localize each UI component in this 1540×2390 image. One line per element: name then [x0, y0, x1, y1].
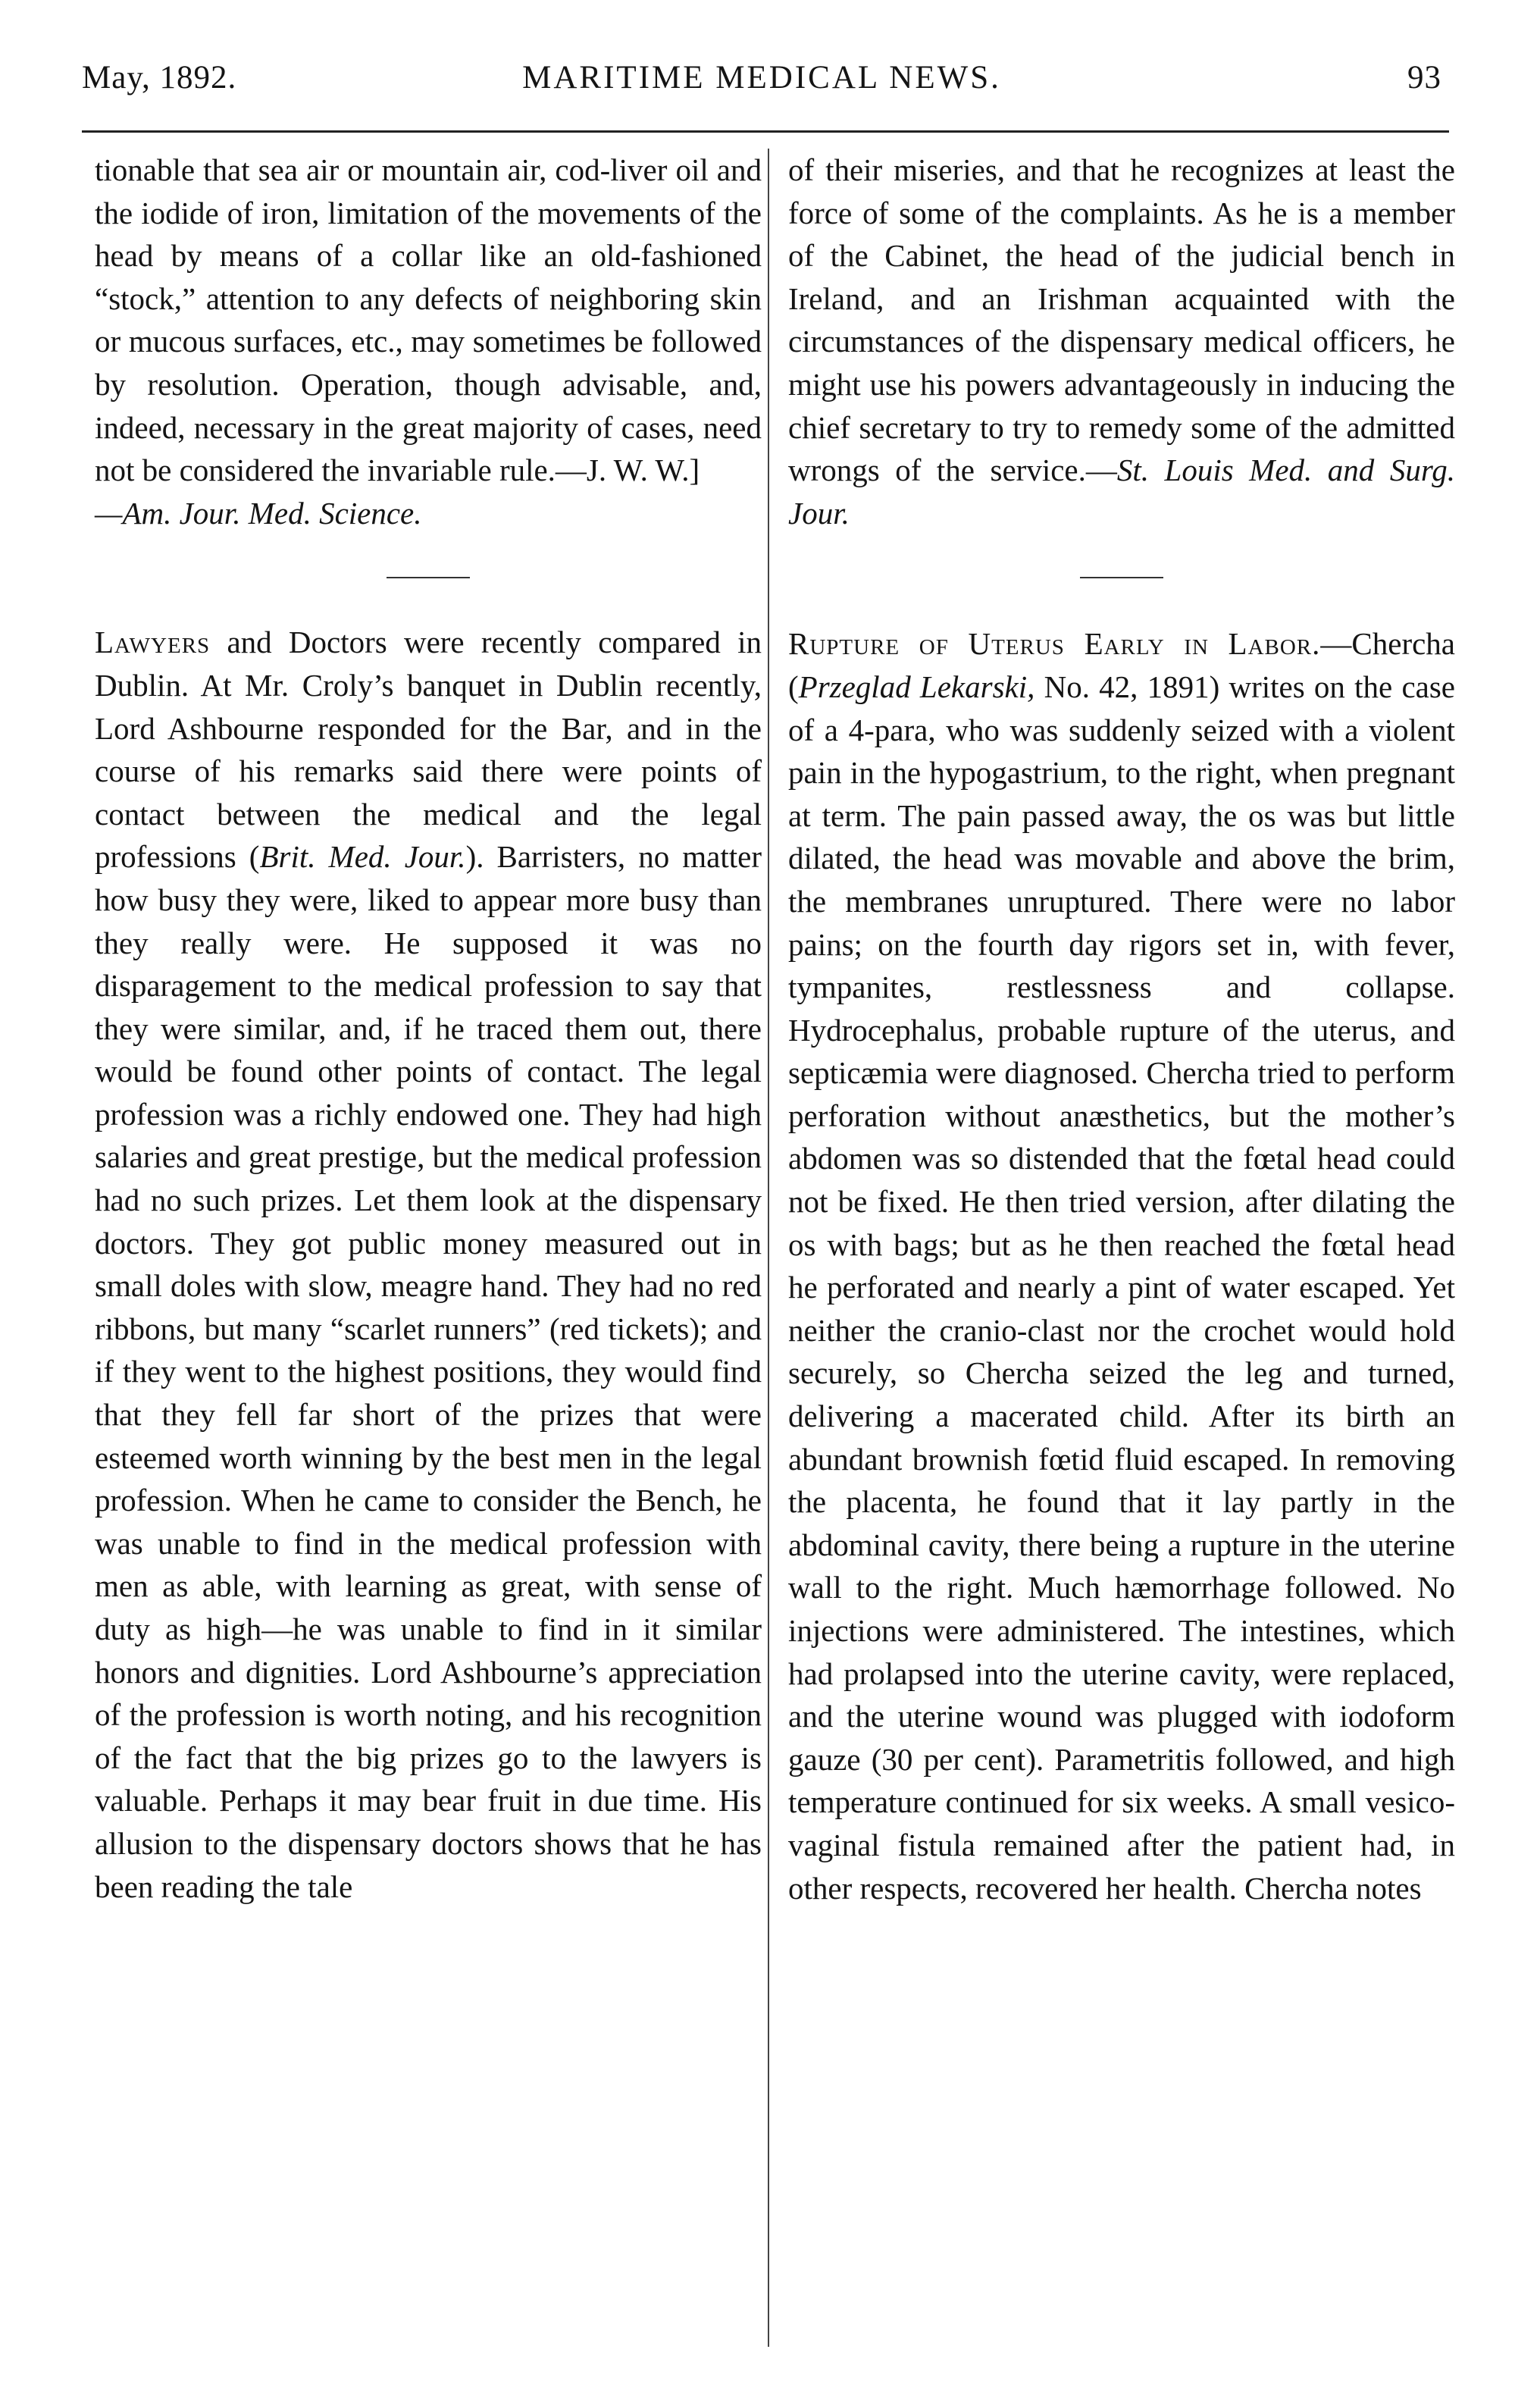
column-divider — [768, 149, 769, 2347]
citation-przeglad-lekarski: Przeglad Lekarski, — [798, 669, 1035, 704]
source-citation-st-louis: St. Louis Med. and Surg. Jour. — [788, 453, 1455, 531]
right-paragraph-continued-text: of their miseries, and that he recognizes at least the force of some of the complaints. As he is a member of the Cabinet, the head of the judicial bench in Ireland, and an Irishman acquainted with the circumstances of the dispensary medical officers, he might use his powers advantageously in inducing the chief secretary to try to remedy some of the admitted wrongs of the service.— — [788, 152, 1455, 488]
article-text-part-b: ). Barristers, no matter how busy they were, liked to appear more busy than they really were. He supposed it was no disparagement to the medical profession to say that they were similar, and, if he traced them out, there would be found other points of contact. The legal profession was a richly endowed one. They had high salaries and great prestige, but the medical profession had no such prizes. Let them look at the dispensary doctors. They got public money measured out in small doles with slow, meagre hand. They had no red ribbons, but many “scarlet runners” (red tickets); and if they went to the highest positions, they would find that they fell far short of the prizes that were esteemed worth winning by the best men in the legal profession. When he came to consider the Bench, he was unable to find in the medical profession with men as able, with learning as great, with sense of duty as high—he was unable to find in it similar honors and dignities. Lord Ashbourne’s appreciation of the profession is worth noting, and his recognition of the fact that the big prizes go to the lawyers is valuable. Perhaps it may bear fruit in due time. His allusion to the dispensary doctors shows that he has been reading the tale — [95, 839, 762, 1904]
citation-brit-med-jour: Brit. Med. Jour. — [259, 839, 466, 875]
article-text-part-a: and Doctors were recently compared in Dublin. At Mr. Croly’s banquet in Dublin recently, Lord Ashbourne responded for the Bar, and in the course of his remarks said there were points of contact between the medical and the legal professions ( — [95, 625, 762, 875]
article-text-part-b: No. 42, 1891) writes on the case of a 4-para, who was suddenly seized with a violent pain in the hypogastrium, to the right, when pregnant at term. The pain passed away, the os was but little dilated, the head was movable and above the brim, the membranes unruptured. There were no labor pains; on the fourth day rigors set in, with fever, tympanites, restlessness and collapse. Hydrocephalus, probable rupture of the uterus, and septicæmia were diagnosed. Chercha tried to perform perforation without anæsthetics, but the mother’s abdomen was so distended that the fœtal head could not be fixed. He then tried version, after dilating the os with bags; but as he then reached the fœtal head he perforated and nearly a pint of water escaped. Yet neither the cranio-clast nor the crochet would hold securely, so Chercha seized the leg and turned, delivering a macerated child. After its birth an abundant brownish fœtid fluid escaped. In removing the placenta, he found that it lay partly in the abdominal cavity, there being a rupture in the uterine wall to the right. Much hæmorrhage followed. No injections were administered. The intestines, which had prolapsed into the uterine cavity, were replaced, and the uterine wound was plugged with iodoform gauze (30 per cent). Parametritis followed, and high temperature continued for six weeks. A small vesico-vaginal fistula remained after the patient had, in other respects, recovered her health. Chercha notes — [788, 669, 1455, 1906]
article-rupture-of-uterus — [788, 622, 1455, 1909]
left-paragraph-continued — [95, 149, 762, 492]
issue-date: May, 1892. — [82, 60, 237, 96]
left-paragraph-source — [95, 492, 762, 535]
right-paragraph-continued — [788, 149, 1455, 534]
article-text-part-a: —Chercha ( — [788, 626, 1455, 704]
right-column — [788, 149, 1455, 1909]
source-citation-am-jour: —Am. Jour. Med. Science. — [95, 495, 422, 531]
running-head — [82, 59, 1441, 112]
article-lawyers-and-doctors — [95, 621, 762, 1908]
header-rule — [82, 130, 1449, 133]
left-column — [95, 149, 762, 1908]
article-lead-word: Lawyers — [95, 625, 211, 660]
journal-title: MARITIME MEDICAL NEWS. — [522, 60, 1001, 96]
left-paragraph-continued-text: tionable that sea air or mountain air, cod-liver oil and the iodide of iron, limitation of the movements of the head by means of a collar like an old-fashioned “stock,” attention to any defects of neighboring skin or mucous surfaces, etc., may sometimes be followed by resolution. Operation, though advisable, and, indeed, necessary in the great majority of cases, need not be considered the invariable rule.—J. W. W.] — [95, 152, 762, 488]
page-number: 93 — [1407, 60, 1441, 96]
article-heading: Rupture of Uterus Early in Labor. — [788, 626, 1321, 662]
